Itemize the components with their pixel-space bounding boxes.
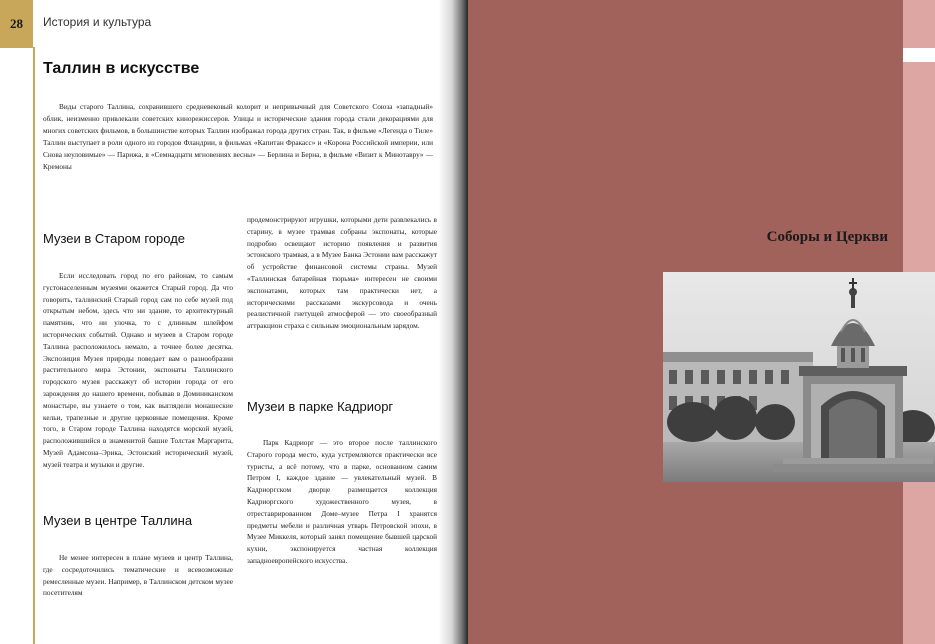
pink-corner bbox=[903, 0, 935, 48]
old-town-text bbox=[43, 270, 233, 471]
kadriorg-text bbox=[247, 437, 437, 567]
heading-kadriorg-museums: Музеи в парке Кадриорг bbox=[247, 399, 394, 414]
section-label: История и культура bbox=[43, 15, 152, 29]
center-paragraph: Не менее интересен в плане музеев и центр Таллина, где сосредоточились тематические и всевозможные ремесленные музеи. Например, в Таллинском детском музее посетителям bbox=[43, 553, 233, 598]
intro-paragraph: Виды старого Таллина, сохранившего средневековый колорит и непривычный для Советского Союза «западный» облик, неизменно привлекали советских кинорежиссеров. Улицы и исторические здания города стали декорациями для многих советских фильмов, в большинстве которых Таллин изображал города других стран. Так, в фильме «Легенда о Тиле» Таллин выступает в роли одного из городов Фландрии, в фильмах «Капитан Фракасс» и «Корона Российской империи, или Снова неуловимые» — Парижа, в «Семнадцати мгновениях весны» — Берлина и Берна, в фильме «Визит к Минотавру» — Кремоны bbox=[43, 102, 433, 171]
cathedrals-heading: Соборы и Церкви bbox=[766, 229, 888, 245]
heading-center-museums: Музеи в центре Таллина bbox=[43, 513, 193, 528]
old-town-paragraph: Если исследовать город по его районам, то самым густонаселенным музеями окажется Старый город. Да что говорить, таллинский Старый город сам по себе музей под открытым небом, здесь что ни здание, то архитектурный памятник, что ни улочка, то с длинным шлейфом исторических событий. Однако и музеев в Старом городе Таллина расположилось немало, а точнее более десятка. Экспозиция Музея природы поведает вам о разнообразии растительного мира Эстонии, экспонаты Таллинского городского музея расскажут об истории города от его зарождения до нашего времени, побывав в Доминиканском монастыре, вы узнаете о том, как выглядели монашеские кельи, трапезные и другие церковные помещения. Кроме того, в Старом городе Таллина находятся морской музей, расположившийся в знаменитой башне Толстая Маргарита, Музей Адамсона–Эрика, Эстонский исторический музей, музей театра и музыки и другие. bbox=[43, 271, 233, 469]
heading-old-town-museums: Музеи в Старом городе bbox=[43, 231, 186, 246]
chapel-photo bbox=[663, 272, 935, 482]
page-fold-shadow bbox=[438, 0, 468, 644]
kadriorg-paragraph: Парк Кадриорг — это второе после таллинского Старого города место, куда устремляются практически все туристы, а всё потому, что в парке, основанном самим Петром I, каждое здание — увлекательный музей. В Кадриоргском дворце размещается коллекция Кадриоргского художественного музея, в отреставрированном Доме–музее Петра I хранятся предметы мебели и различная утварь Петровской эпохи, в Музее Миккеля, который занял помещение бывшей царской кухни, экспонируется частная коллекция западноевропейского искусства. bbox=[247, 438, 437, 565]
page-number: 28 bbox=[0, 0, 33, 48]
center-text bbox=[43, 552, 233, 599]
right-page bbox=[468, 0, 935, 644]
page-title: Таллин в искусстве bbox=[43, 60, 200, 77]
col2-top-text bbox=[247, 214, 437, 332]
col2-top-paragraph: продемонстрируют игрушки, которыми дети развлекались в старину, в музее трамвая собраны экспонаты, которые подробно освещают историю появления и развития эстонского трамвая, а в Музее Банка Эстонии вам расскажут об устройстве финансовой системы страны. Музей «Таллинская батарейная тюрьма» интересен не своими экспонатами, которых там практически нет, а историческими рассказами экскурсовода и очень реалистичной гнетущей атмосферой — это своеобразный аттракцион страха с сильным эмоциональным зарядом. bbox=[247, 215, 437, 331]
gold-rule bbox=[33, 47, 35, 644]
